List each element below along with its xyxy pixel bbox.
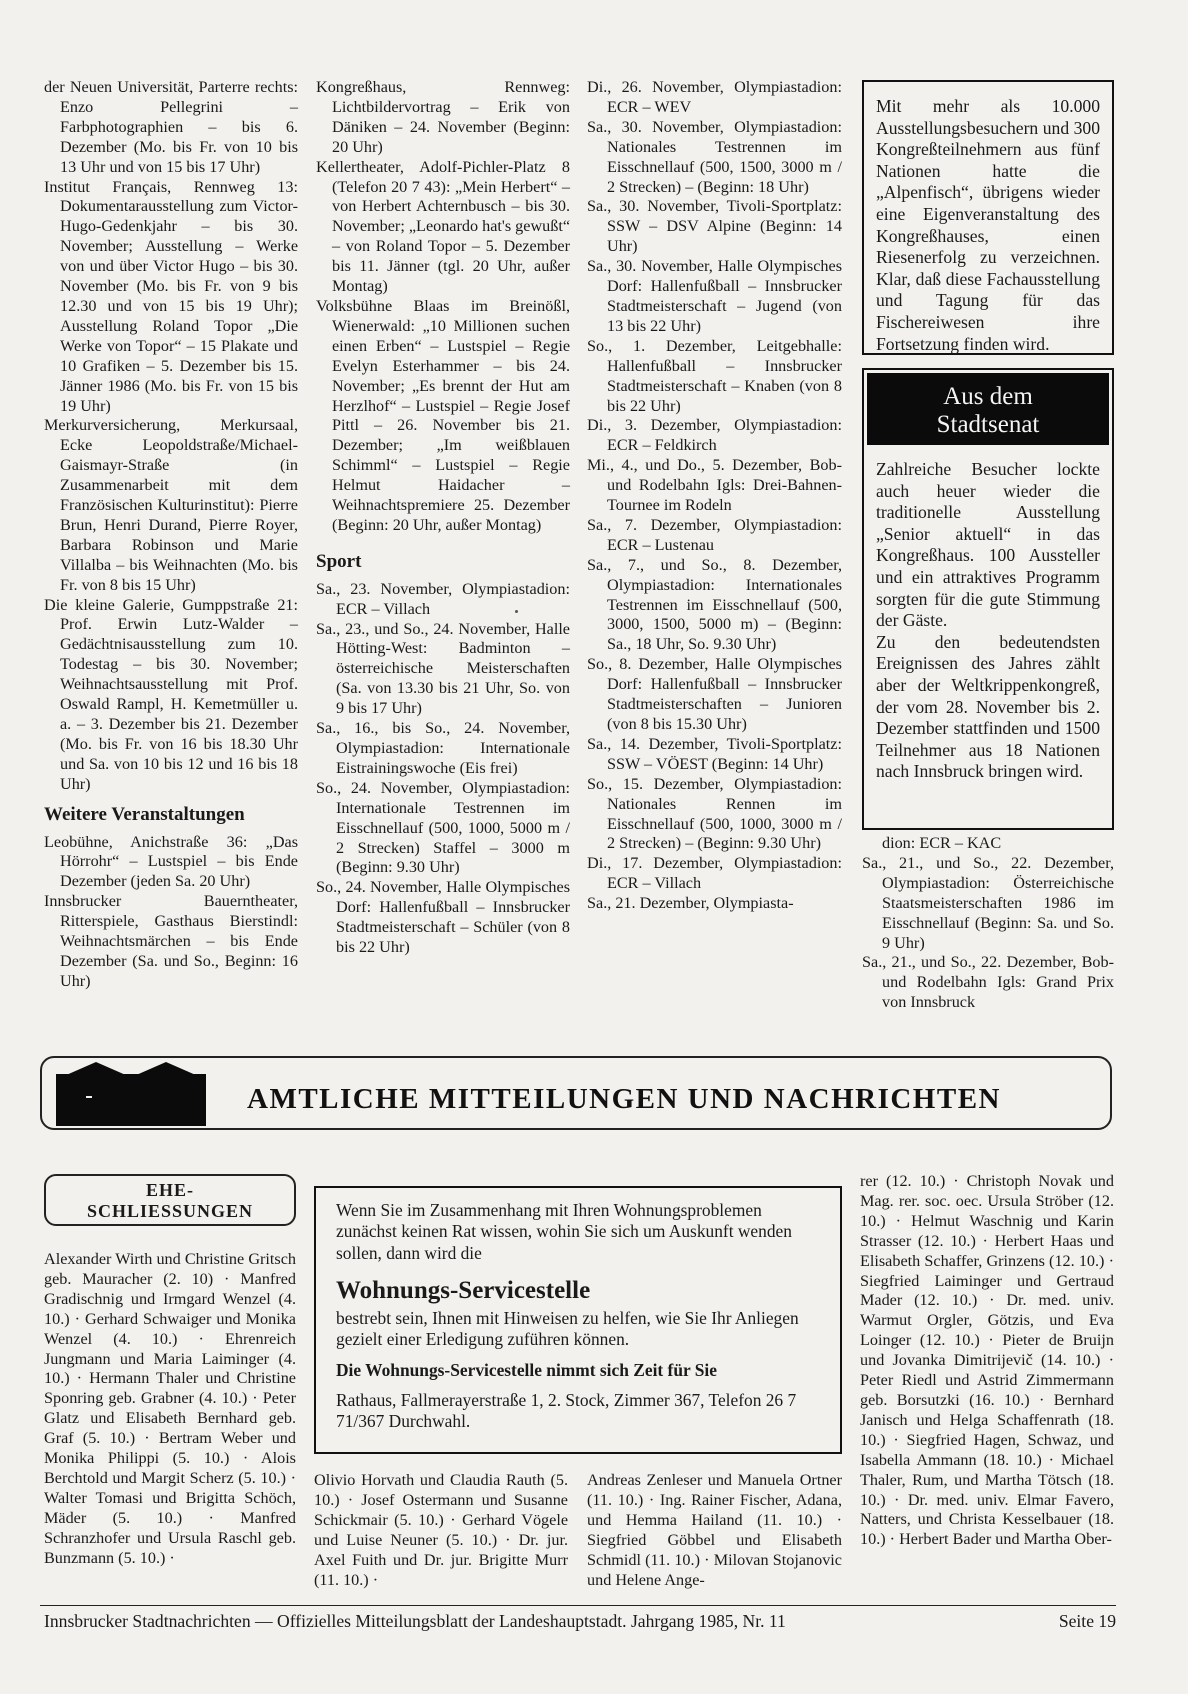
marriages-column-2	[314, 1471, 568, 1590]
event-entry: Die kleine Galerie, Gumppstraße 21: Prof. Erwin Lutz-Walder – Gedächtnisausstellung zum 10. Todestag – bis 30. November; Weihnachtsausstellung mit Prof. Oswald Rampl, H. Kemetmüller u. a. – 3. Dezember bis 21. Dezember (Mo. bis Fr. von 16 bis 18.30 Uhr und Sa. von 10 bis 12 und 16 bis 18 Uhr)	[44, 595, 298, 793]
event-entry: Volksbühne Blaas im Breinößl, Wienerwald: „10 Millionen suchen einen Erben“ – Lustspiel – Regie Evelyn Esterhammer – bis 24. November; „Es brennt der Hut am Herzlhof“ – Lustspiel – Regie Josef Pittl – 26. November bis 21. Dezember; „Im weißblauen Schimml“ – Lustspiel – Regie Helmut Haidacher – Weihnachtspremiere 25. Dezember (Beginn: 20 Uhr, außer Montag)	[316, 296, 570, 534]
stadtsenat-title	[867, 373, 1109, 445]
marriages-column-3	[587, 1471, 842, 1590]
housing-heading: Wohnungs-Servicestelle	[336, 1277, 591, 1305]
housing-bold-line: Die Wohnungs-Servicestelle nimmt sich Zeit für Sie	[336, 1360, 717, 1381]
stadtsenat-text	[864, 445, 1112, 789]
marriages-list: rer (12. 10.) · Christoph Novak und Mag. rer. soc. oec. Ursula Ströber (12. 10.) · Helmut Waschnig und Karin Strasser (12. 10.) · Herbert Haas und Elisabeth Schaffer, Grinzens (12. 10.) · Siegfried Laiminger und Gertraud Mader (12. 10.) · Dr. med. univ. Warmut Orgler, Götzis, und Eva Loinger (12. 10.) · Pieter de Bruijn und Jovanka Dimitrijevič (14. 10.) · Peter Riedl und Astrid Zimmermann geb. Borsutzki (16. 10.) · Bernhard Janisch und Helga Schaffenrath (18. 10.) · Siegfried Hagen, Schwaz, und Isabella Ammann (18. 10.) · Michael Thaler, Rum, und Martha Tötsch (18. 10.) · Dr. med. univ. Elmar Favero, Natters, und Christa Kesselbauer (18. 10.) · Herbert Bader und Martha Ober-	[860, 1172, 1114, 1549]
sport-column-4	[862, 834, 1114, 1013]
sport-entry: Sa., 16., bis So., 24. November, Olympiastadion: Internationale Eistrainingswoche (Eis frei)	[316, 719, 570, 777]
sport-entry: Sa., 14. Dezember, Tivoli-Sportplatz: SSW – VÖEST (Beginn: 14 Uhr)	[587, 734, 842, 773]
housing-body: bestrebt sein, Ihnen mit Hinweisen zu helfen, wie Sie Ihr Anliegen gezielt einer Erledigung zuführen können.	[336, 1307, 799, 1350]
sport-entry: Sa., 7. Dezember, Olympiastadion: ECR – Lustenau	[587, 515, 842, 554]
event-entry: der Neuen Universität, Parterre rechts: Enzo Pellegrini – Farbphotographien – bis 6. Dezember (Mo. bis Fr. von 10 bis 13 Uhr und von 15 bis 17 Uhr)	[44, 78, 298, 176]
sport-entry: Sa., 21. Dezember, Olympiasta-	[587, 894, 794, 913]
sport-entry: Di., 3. Dezember, Olympiastadion: ECR – Feldkirch	[587, 416, 842, 455]
events-column-1	[44, 78, 298, 992]
stadtsenat-paragraph: Zu den bedeutendsten Ereignissen des Jahres zählt aber der Weltkrippenkongreß, der vom 28. November bis 2. Dezember stattfinden und 1500 Teilnehmer aus 18 Nationen nach Innsbruck bringen wird.	[876, 631, 1100, 782]
sport-entry: So., 24. November, Halle Olympisches Dorf: Hallenfußball – Innsbrucker Stadtmeisterschaft – Schüler (von 8 bis 22 Uhr)	[316, 878, 570, 957]
stadtsenat-paragraph: Zahlreiche Besucher lockte auch heuer wieder die traditionelle Ausstellung „Senior aktuell“ in das Kongreßhaus. 100 Aussteller und ein attraktives Programm sorgten für die gute Stimmung der Gäste.	[876, 459, 1100, 631]
sport-entry: So., 1. Dezember, Leitgebhalle: Hallenfußball – Innsbrucker Stadtmeisterschaft – Knaben (von 8 bis 22 Uhr)	[587, 336, 842, 415]
stadtsenat-title-line-1: Aus dem	[943, 383, 1033, 410]
marriages-list: Olivio Horvath und Claudia Rauth (5. 10.) · Josef Ostermann und Susanne Schickmair (5. 10.) · Gerhard Vögele und Luise Neuner (5. 10.) · Dr. jur. Axel Fuith und Dr. jur. Brigitte Murr (11. 10.) ·	[314, 1471, 568, 1589]
marriages-list: Alexander Wirth und Christine Gritsch geb. Mauracher (2. 10) · Manfred Gradischnig und Irmgard Wenzel (4. 10.) · Gerhard Schwaiger und Monika Wenzel (4. 10.) · Ehrenreich Jungmann und Maria Laiminger (4. 10.) · Hermann Thaler und Christine Sponring geb. Grabner (4. 10.) · Peter Glatz und Elisabeth Bernhard geb. Graf (5. 10.) · Bertram Weber und Monika Philippi (5. 10.) · Alois Berchtold und Margit Scherz (5. 10.) · Walter Tomasi und Brigitta Schöch, Mäder (5. 10.) · Manfred Schranzhofer und Ursula Raschl geb. Bunzmann (5. 10.) ·	[44, 1250, 296, 1567]
event-entry: Kellertheater, Adolf-Pichler-Platz 8 (Telefon 20 7 43): „Mein Herbert“ – von Herbert Achternbusch – bis 30. November; „Leonardo hat's gewußt“ – von Roland Topor – 5. Dezember bis 11. Jänner (tgl. 20 Uhr, außer Montag)	[316, 157, 570, 296]
sport-entry: So., 8. Dezember, Halle Olympisches Dorf: Hallenfußball – Innsbrucker Stadtmeisterschaften – Junioren (von 8 bis 15.30 Uhr)	[587, 655, 842, 733]
sport-entry: Sa., 23. November, Olympiastadion: ECR – Villach	[316, 579, 570, 618]
sport-entry: Sa., 23., und So., 24. November, Halle Hötting-West: Badminton – österreichische Meisterschaften (Sa. von 13.30 bis 21 Uhr, So. von 9 bis 17 Uhr)	[316, 619, 570, 718]
footer-rule	[40, 1605, 1116, 1606]
marriages-title-line-2: SCHLIESSUNGEN	[86, 1201, 254, 1221]
event-entry: Innsbrucker Bauerntheater, Ritterspiele, Gasthaus Bierstindl: Weihnachtsmärchen – bis Ende Dezember (Sa. und So., Beginn: 16 Uhr)	[44, 892, 298, 990]
info-box-text: Mit mehr als 10.000 Ausstellungsbesuchern und 300 Kongreßteilnehmern aus fünf Nationen hatte die „Alpenfisch“, übrigens wieder eine Eigenveranstaltung des Kongreßhauses, einen Riesenerfolg zu verzeichnen. Klar, daß diese Fachausstellung und Tagung für das Fischereiwesen ihre Fortsetzung finden wird.	[876, 96, 1100, 354]
print-speck	[515, 610, 518, 613]
housing-intro: Wenn Sie im Zusammenhang mit Ihren Wohnungsproblemen zunächst keinen Rat wissen, wohin Sie sich um Auskunft wenden sollen, dann wird die	[336, 1200, 792, 1263]
section-heading-further-events: Weitere Veranstaltungen	[44, 803, 245, 825]
marriages-column-4	[860, 1172, 1114, 1550]
sport-entry: Sa., 21., und So., 22. Dezember, Olympiastadion: Österreichische Staatsmeisterschaften 1986 im Eisschnellauf (Beginn: Sa. und So. 9 Uhr)	[862, 853, 1114, 952]
event-entry: Kongreßhaus, Rennweg: Lichtbildervortrag – Erik von Däniken – 24. November (Beginn: 20 Uhr)	[316, 78, 570, 156]
city-towers-icon	[56, 1062, 206, 1126]
banner-title: AMTLICHE MITTEILUNGEN UND NACHRICHTEN	[247, 1083, 1001, 1115]
footer-publication: Innsbrucker Stadtnachrichten — Offizielles Mitteilungsblatt der Landeshauptstadt. Jahrgang 1985, Nr. 11	[44, 1611, 786, 1631]
sport-column-3	[587, 78, 842, 914]
sport-entry: Sa., 30. November, Halle Olympisches Dorf: Hallenfußball – Innsbrucker Stadtmeisterschaft – Jugend (von 13 bis 22 Uhr)	[587, 257, 842, 335]
sport-entry: dion: ECR – KAC	[882, 834, 1002, 852]
housing-address: Rathaus, Fallmerayerstraße 1, 2. Stock, Zimmer 367, Telefon 26 7 71/367 Durchwahl.	[336, 1389, 797, 1432]
sport-entry: Sa., 30. November, Olympiastadion: Nationales Testrennen im Eisschnellauf (500, 1500, 3000 m / 2 Strecken) – (Beginn: 18 Uhr)	[587, 117, 842, 196]
official-notices-banner	[40, 1056, 1112, 1130]
sport-entry: Sa., 7., und So., 8. Dezember, Olympiastadion: Internationales Testrennen im Eisschnellauf (500, 3000, 1500, 5000 m) – (Beginn: Sa., 18 Uhr, So. 9.30 Uhr)	[587, 555, 842, 654]
sport-entry: Di., 26. November, Olympiastadion: ECR – WEV	[587, 78, 842, 116]
marriages-column-1	[44, 1250, 296, 1569]
event-entry: Institut Français, Rennweg 13: Dokumentarausstellung zum Victor-Hugo-Gedenkjahr – bis 30. November; Ausstellung – Werke von und über Victor Hugo – bis 30. November (Mo. bis Fr. von 9 bis 12.30 und von 15 bis 19 Uhr); Ausstellung Roland Topor „Die Werke von Topor“ – 15 Plakate und 10 Grafiken – 5. Dezember bis 15. Jänner 1986 (Mo. bis Fr. von 15 bis 19 Uhr)	[44, 177, 298, 415]
page-number: Seite 19	[1058, 1611, 1116, 1631]
stadtsenat-box	[862, 368, 1114, 830]
event-entry: Merkurversicherung, Merkursaal, Ecke Leopoldstraße/Michael-Gaismayr-Straße (in Zusammenarbeit mit dem Französischen Kulturinstitut): Pierre Brun, Henri Durand, Pierre Royer, Barbara Robinson und Marie Villalba – bis Weihnachten (Mo. bis Fr. von 8 bis 15 Uhr)	[44, 416, 298, 594]
page-footer	[44, 1611, 1116, 1632]
sport-entry: Sa., 21., und So., 22. Dezember, Bob- und Rodelbahn Igls: Grand Prix von Innsbruck	[862, 953, 1114, 1012]
sport-entry: Mi., 4., und Do., 5. Dezember, Bob- und Rodelbahn Igls: Drei-Bahnen-Tournee im Rodeln	[587, 456, 842, 515]
stadtsenat-title-line-2: Stadtsenat	[936, 411, 1040, 438]
marriages-title	[44, 1174, 296, 1226]
events-column-2	[316, 78, 570, 958]
marriages-title-line-1: EHE-	[145, 1180, 194, 1200]
sport-entry: Sa., 30. November, Tivoli-Sportplatz: SSW – DSV Alpine (Beginn: 14 Uhr)	[587, 197, 842, 256]
sport-entry: So., 24. November, Olympiastadion: Internationale Testrennen im Eisschnellauf (500, 1000, 5000 m / 2 Strecken) Staffel – 3000 m (Beginn: 9.30 Uhr)	[316, 778, 570, 877]
housing-service-box	[314, 1186, 842, 1454]
sport-entry: Di., 17. Dezember, Olympiastadion: ECR – Villach	[587, 854, 842, 893]
section-heading-sport: Sport	[316, 550, 362, 572]
alpenfisch-info-box	[862, 80, 1114, 355]
event-entry: Leobühne, Anichstraße 36: „Das Hörrohr“ – Lustspiel – bis Ende Dezember (jeden Sa. 20 Uhr)	[44, 832, 298, 891]
marriages-list: Andreas Zenleser und Manuela Ortner (11. 10.) · Ing. Rainer Fischer, Adana, und Hemma Hailand (11. 10.) · Siegfried Göbbel und Elisabeth Schmidl (11. 10.) · Milovan Stojanovic und Helene Ange-	[587, 1471, 842, 1589]
sport-entry: So., 15. Dezember, Olympiastadion: Nationales Rennen im Eisschnellauf (500, 1000, 3000 m / 2 Strecken) – (Beginn: 9.30 Uhr)	[587, 774, 842, 853]
